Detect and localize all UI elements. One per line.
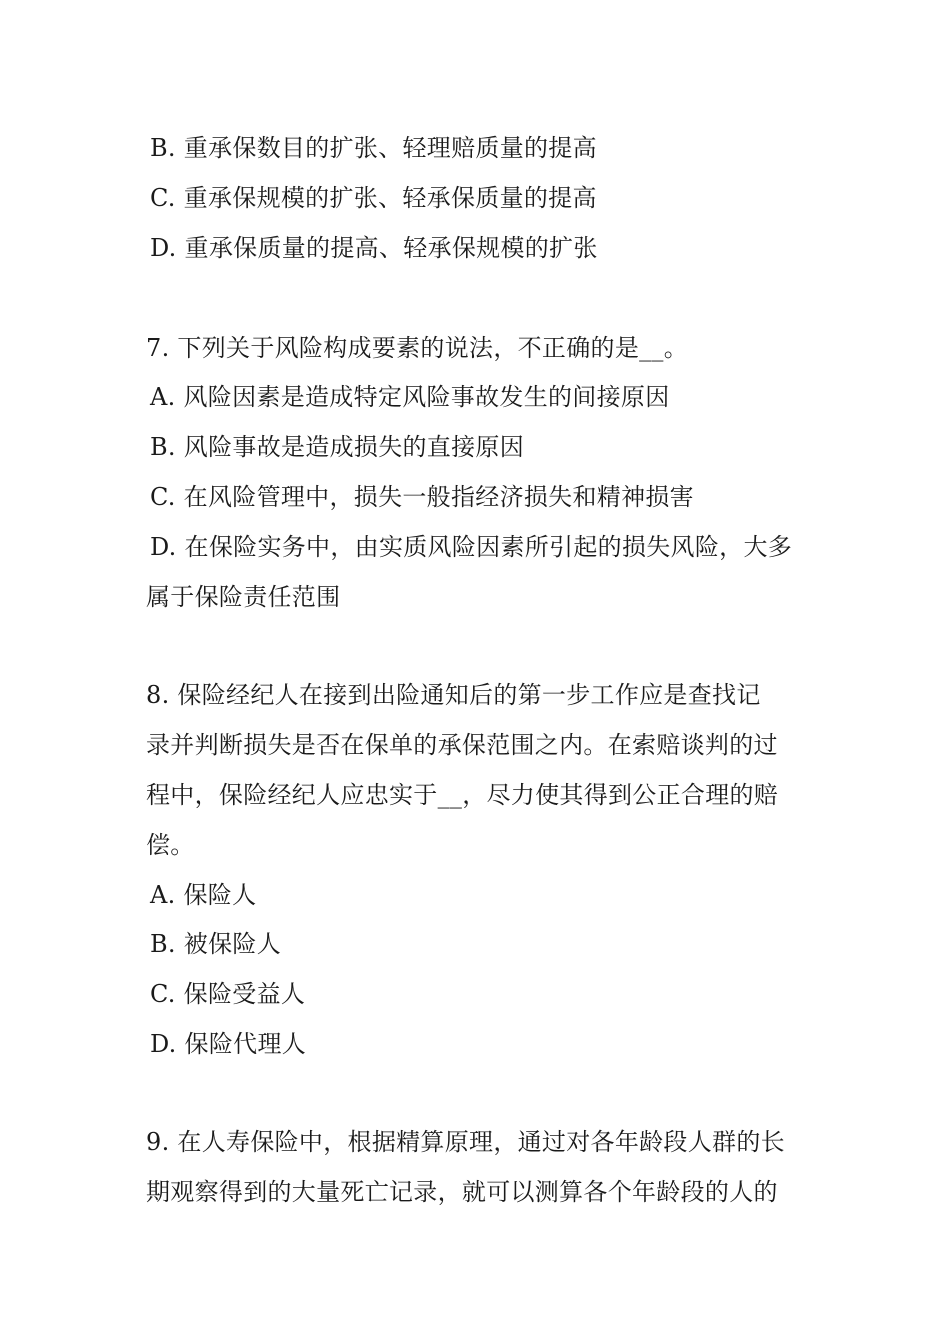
q9-stem-line-2: 期观察得到的大量死亡记录，就可以测算各个年龄段的人的 — [146, 1178, 778, 1206]
q8-stem-line-4: 偿。 — [146, 831, 195, 859]
q8-option-b: B. 被保险人 — [150, 930, 281, 958]
q7-option-d: D. 在保险实务中，由实质风险因素所引起的损失风险，大多 — [150, 533, 793, 561]
q6-option-b: B. 重承保数目的扩张、轻理赔质量的提高 — [150, 134, 597, 162]
q8-stem-line-3: 程中，保险经纪人应忠实于__，尽力使其得到公正合理的赔 — [146, 781, 779, 809]
q7-option-d-continued: 属于保险责任范围 — [146, 583, 341, 611]
q8-option-d: D. 保险代理人 — [150, 1030, 307, 1058]
q6-option-d: D. 重承保质量的提高、轻承保规模的扩张 — [150, 234, 598, 262]
q8-option-c: C. 保险受益人 — [150, 980, 306, 1008]
q6-option-c: C. 重承保规模的扩张、轻承保质量的提高 — [150, 184, 597, 212]
q7-option-c: C. 在风险管理中，损失一般指经济损失和精神损害 — [150, 483, 694, 511]
q7-option-a: A. 风险因素是造成特定风险事故发生的间接原因 — [150, 383, 670, 411]
q8-stem-line-1: 8. 保险经纪人在接到出险通知后的第一步工作应是查找记 — [146, 681, 761, 709]
q9-stem-line-1: 9. 在人寿保险中，根据精算原理，通过对各年龄段人群的长 — [146, 1128, 785, 1156]
q8-option-a: A. 保险人 — [150, 881, 257, 909]
q7-stem: 7. 下列关于风险构成要素的说法，不正确的是__。 — [146, 334, 689, 362]
q7-option-b: B. 风险事故是造成损失的直接原因 — [150, 433, 524, 461]
q8-stem-line-2: 录并判断损失是否在保单的承保范围之内。在索赔谈判的过 — [146, 731, 778, 759]
